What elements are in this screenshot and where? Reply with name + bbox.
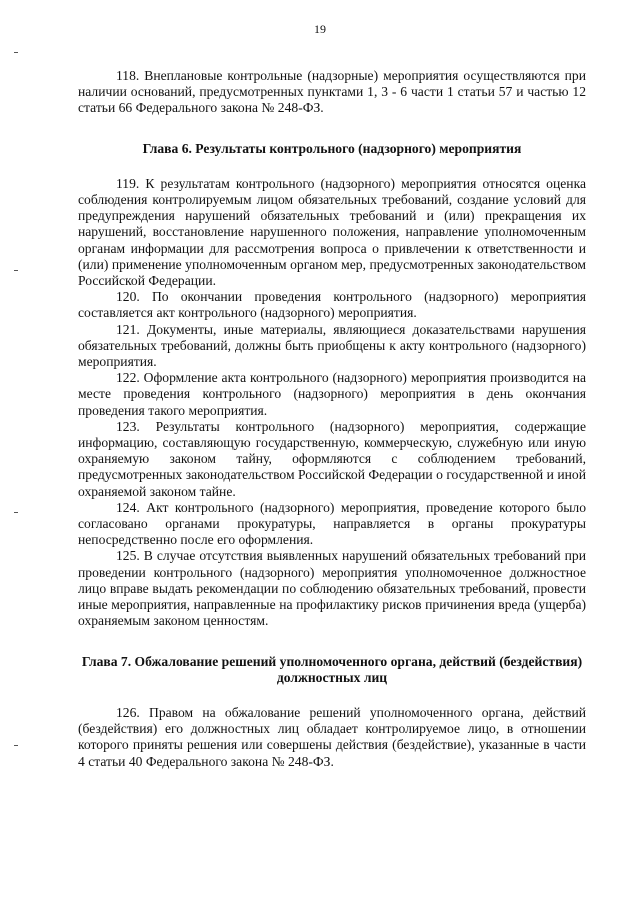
paragraph-119: 119. К результатам контрольного (надзорного) мероприятия относятся оценка соблюдения контролируемым лицом обязательных требований, создание условий для предупреждения нарушений обязательных требований и (или) прекращения их нарушений, восстановление нарушенного положения, направление уполномоченным органам информации для рассмотрения вопроса о привлечении к ответственности и (или) применение уполномоченным органом мер, предусмотренных законодательством Российской Федерации. — [78, 175, 586, 289]
chapter-7-heading: Глава 7. Обжалование решений уполномоченного органа, действий (бездействия) должностных лиц — [81, 653, 583, 685]
paragraph-125: 125. В случае отсутствия выявленных нарушений обязательных требований при проведении контрольного (надзорного) мероприятия уполномоченное должностное лицо вправе выдать рекомендации по соблюдению обязательных требований, провести иные мероприятия, направленные на профилактику рисков причинения вреда (ущерба) охраняемым законом ценностям. — [78, 548, 586, 629]
scan-margin-mark — [14, 745, 18, 746]
chapter-6-heading: Глава 6. Результаты контрольного (надзорного) мероприятия — [142, 140, 522, 156]
paragraph-124: 124. Акт контрольного (надзорного) мероприятия, проведение которого было согласовано органами прокуратуры, направляется в органы прокуратуры непосредственно после его оформления. — [78, 499, 586, 548]
paragraph-122: 122. Оформление акта контрольного (надзорного) мероприятия производится на месте проведения контрольного (надзорного) мероприятия в день окончания проведения такого мероприятия. — [78, 370, 586, 418]
scan-margin-mark — [14, 512, 18, 513]
document-body — [78, 68, 586, 770]
page-number: 19 — [314, 22, 326, 36]
paragraph-123: 123. Результаты контрольного (надзорного) мероприятия, содержащие информацию, составляющую государственную, коммерческую, служебную или иную охраняемую законом тайну, оформляются с соблюдением требований, предусмотренных законодательством Российской Федерации о государственной и иной охраняемой законом тайне. — [78, 418, 586, 499]
paragraph-126: 126. Правом на обжалование решений уполномоченного органа, действий (бездействия) его должностных лиц обладает контролируемое лицо, в отношении которого приняты решения или совершены действия (бездействие), указанные в части 4 статьи 40 Федерального закона № 248-ФЗ. — [78, 704, 586, 769]
paragraph-118: 118. Внеплановые контрольные (надзорные) мероприятия осуществляются при наличии оснований, предусмотренных пунктами 1, 3 - 6 части 1 статьи 57 и частью 12 статьи 66 Федерального закона № 248-ФЗ. — [78, 68, 586, 116]
paragraph-121: 121. Документы, иные материалы, являющиеся доказательствами нарушения обязательных требований, должны быть приобщены к акту контрольного (надзорного) мероприятия. — [78, 321, 586, 370]
scan-margin-mark — [14, 52, 18, 53]
paragraph-120: 120. По окончании проведения контрольного (надзорного) мероприятия составляется акт контрольного (надзорного) мероприятия. — [78, 289, 586, 321]
scan-margin-mark — [14, 270, 18, 271]
